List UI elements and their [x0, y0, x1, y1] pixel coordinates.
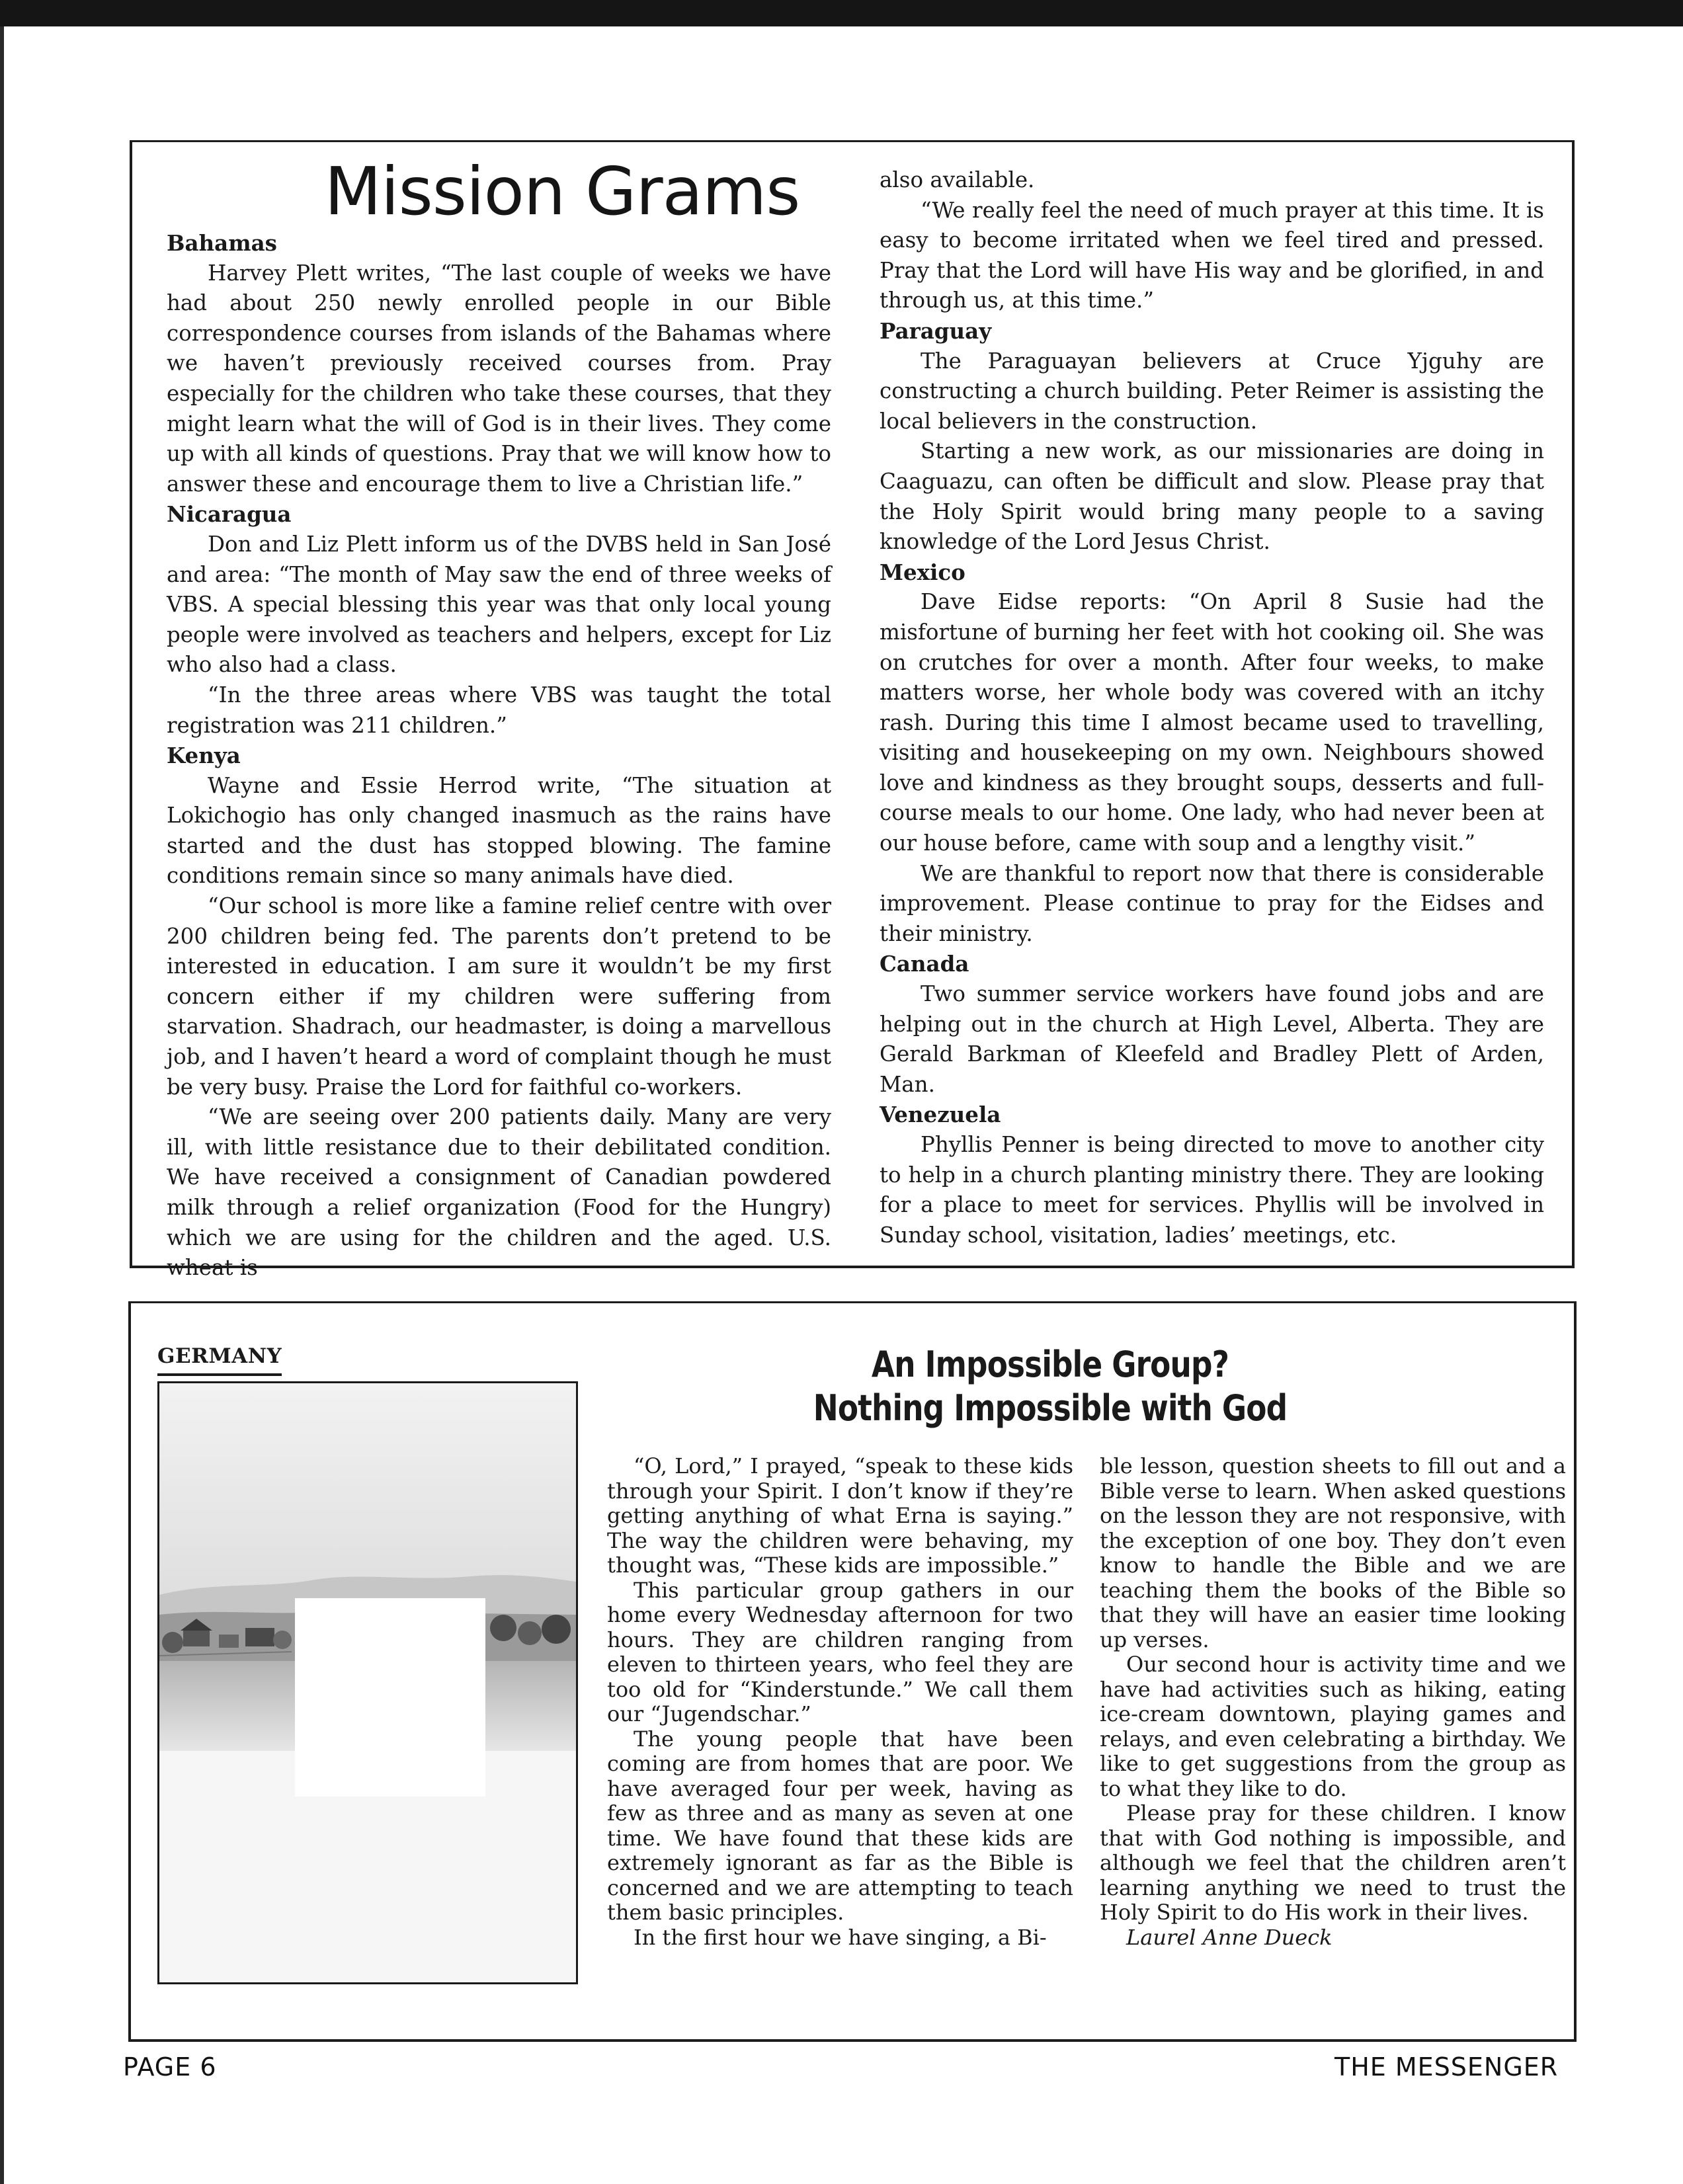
article-paragraph-3: The young people that have been coming are from homes that are poor. We have averaged four per week, having as few as three and as many as seven at one time. We have found that these kids are extremely ignorant as far as the Bible is concerned and we are attempting to teach them basic principles. — [607, 1726, 1073, 1925]
publication-name: THE MESSENGER — [1334, 2052, 1559, 2082]
nicaragua-paragraph-2: “In the three areas where VBS was taught the total registration was 211 children.” — [167, 682, 831, 738]
article-paragraph-2: This particular group gathers in our home every Wednesday afternoon for two hours. They are children ranging from eleven to thirteen years, who feel they are too old for “Kinderstunde.” We call them our “Jugendschar.” — [607, 1577, 1073, 1726]
venezuela-paragraph: Phyllis Penner is being directed to move to another city to help in a church planting ministry there. They are looking for a place to meet for services. Phyllis will be involved in Sunday school, visitation, ladies’ meetings, etc. — [880, 1132, 1544, 1248]
scan-border-top — [0, 0, 1683, 26]
landscape-photo-image — [159, 1383, 576, 1982]
nicaragua-paragraph-1: Don and Liz Plett inform us of the DVBS held in San José and area: “The month of May saw the end of three weeks of VBS. A special blessing this year was that only local young people were involved as teachers and helpers, except for Liz who also had a class. — [167, 531, 831, 678]
article-paragraph-6: Our second hour is activity time and we have had activities such as hiking, eating ice-cream downtown, playing games and relays, and even celebrating a birthday. We like to get suggestions from the group as to what they like to do. — [1100, 1652, 1566, 1801]
kenya-paragraph-3: “We are seeing over 200 patients daily. Many are very ill, with little resistance due to their debilitated condition. We have received a consignment of Canadian powdered milk through a relief organization (Food for the Hungry) which we are using for the children and the aged. U.S. wheat is — [167, 1104, 831, 1281]
article-paragraph-1: “O, Lord,” I prayed, “speak to these kids through your Spirit. I don’t know if they’re getting anything of what Erna is saying.” The way the children were behaving, my thought was, “These kids are impossible.” — [607, 1453, 1073, 1578]
germany-label: GERMANY — [157, 1344, 282, 1376]
canada-paragraph: Two summer service workers have found jobs and are helping out in the church at High Level, Alberta. They are Gerald Barkman of Kleefeld and Bradley Plett of Arden, Man. — [880, 981, 1544, 1097]
article-paragraph-4: In the first hour we have singing, a Bi- — [634, 1924, 1047, 1950]
headline-line-2: Nothing Impossible with God — [813, 1387, 1288, 1429]
kenya-paragraph-2: “Our school is more like a famine relief centre with over 200 children being fed. The parents don’t pretend to be interested in education. I am sure it wouldn’t be my first concern either if my children were suffering from starvation. Shadrach, our headmaster, is doing a marvellous job, and I haven’t heard a word of complaint though he must be very busy. Praise the Lord for faithful co-workers. — [167, 893, 831, 1100]
mission-grams-column-1 — [167, 228, 831, 1283]
kenya-prayer-paragraph: “We really feel the need of much prayer at this time. It is easy to become irritated when we feel tired and pressed. Pray that the Lord will have His way and be glorified, in and through us, at this time.” — [880, 197, 1544, 313]
article-byline: Laurel Anne Dueck — [1126, 1924, 1333, 1950]
heading-nicaragua: Nicaragua — [167, 501, 292, 528]
article-headline — [756, 1343, 1344, 1430]
kenya-continued-paragraph: also available. — [880, 167, 1035, 192]
bahamas-paragraph: Harvey Plett writes, “The last couple of weeks we have had about 250 newly enrolled people in our Bible correspondence courses from islands of the Bahamas where we haven’t previously received courses from. Pray especially for the children who take these courses, that they might learn what the will of God is in their lives. They come up with all kinds of questions. Pray that we will know how to answer these and encourage them to live a Christian life.” — [167, 260, 831, 497]
article-column-1 — [607, 1454, 1073, 1950]
scan-border-left — [0, 26, 4, 2184]
mission-grams-box — [130, 140, 1575, 1281]
heading-paraguay: Paraguay — [880, 317, 992, 344]
article-paragraph-5: ble lesson, question sheets to fill out and a Bible verse to learn. When asked questions on the lesson they are not responsive, with the exception of one boy. They don’t even know to handle the Bible and we are teaching them the books of the Bible so that they will have an easier time looking up verses. — [1100, 1453, 1566, 1652]
heading-mexico: Mexico — [880, 559, 965, 585]
heading-bahamas: Bahamas — [167, 230, 277, 256]
headline-line-1: An Impossible Group? — [871, 1344, 1229, 1385]
mexico-paragraph-1: Dave Eidse reports: “On April 8 Susie had the misfortune of burning her feet with hot cooking oil. She was on crutches for over a month. After four weeks, to make matters worse, her whole body was covered with an itchy rash. During this time I almost became used to travelling, visiting and housekeeping on my own. Neighbours showed love and kindness as they brought soups, desserts and full-course meals to our home. One lady, who had never been at our house before, came with soup and a lengthy visit.” — [880, 589, 1544, 856]
page-number: PAGE 6 — [123, 2052, 217, 2082]
paraguay-paragraph-1: The Paraguayan believers at Cruce Yjguhy are constructing a church building. Peter Reimer is assisting the local believers in the construction. — [880, 348, 1544, 434]
mission-grams-title: Mission Grams — [324, 153, 800, 230]
heading-venezuela: Venezuela — [880, 1102, 1001, 1128]
heading-kenya: Kenya — [167, 743, 241, 769]
kenya-paragraph-1: Wayne and Essie Herrod write, “The situation at Lokichogio has only changed inasmuch as the rains have started and the dust has stopped blowing. The famine conditions remain since so many animals have died. — [167, 772, 831, 889]
mexico-paragraph-2: We are thankful to report now that there is considerable improvement. Please continue to pray for the Eidses and their ministry. — [880, 860, 1544, 946]
landscape-photo — [157, 1381, 578, 1984]
article-paragraph-7: Please pray for these children. I know that with God nothing is impossible, and although we feel that the children aren’t learning anything we need to trust the Holy Spirit to do His work in their lives. — [1100, 1800, 1566, 1925]
mission-grams-column-2 — [880, 165, 1544, 1250]
heading-canada: Canada — [880, 951, 969, 977]
article-column-2 — [1100, 1454, 1566, 1950]
germany-article-box — [128, 1301, 1577, 2042]
paraguay-paragraph-2: Starting a new work, as our missionaries are doing in Caaguazu, can often be difficult and slow. Please pray that the Holy Spirit would bring many people to a saving knowledge of the Lord Jesus Christ. — [880, 438, 1544, 555]
